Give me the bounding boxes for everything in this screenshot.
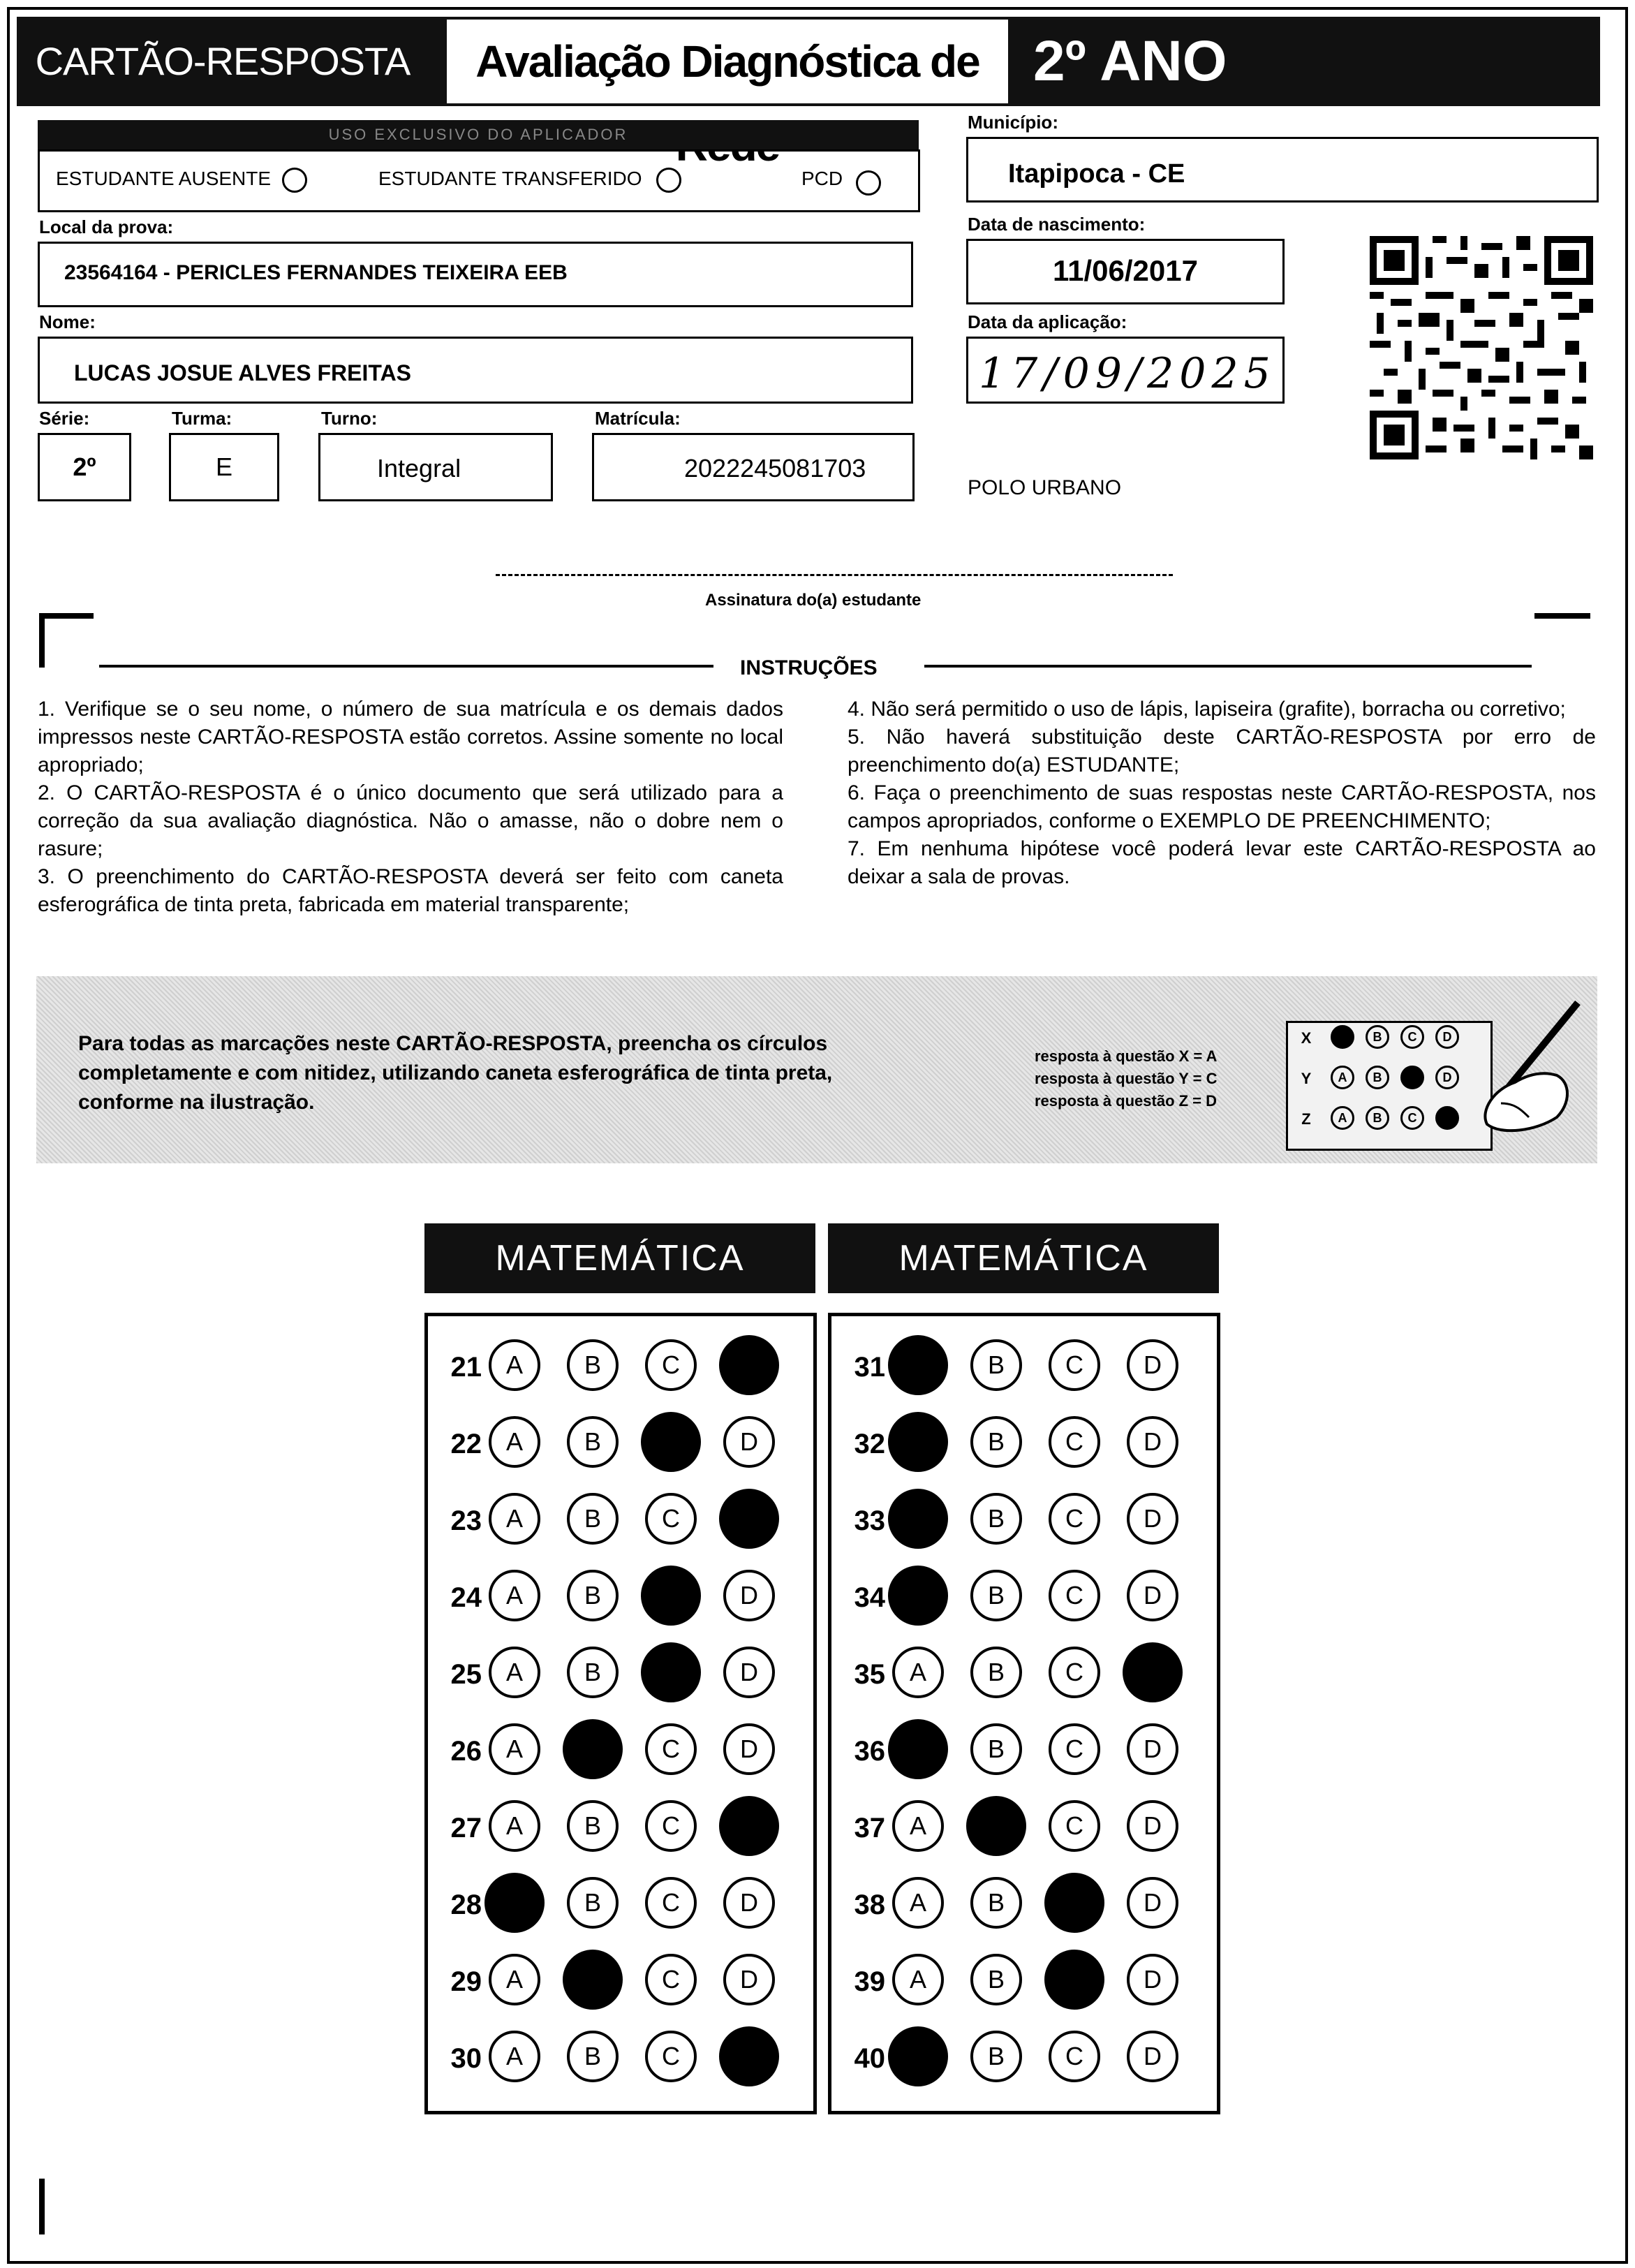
answer-bubble-c[interactable]: C [1049, 1647, 1100, 1698]
matricula-value: 2022245081703 [684, 454, 866, 483]
answer-bubble-c[interactable]: C [645, 1877, 697, 1929]
answer-bubble-a[interactable] [888, 2026, 948, 2086]
answer-bubble-b[interactable]: B [970, 1723, 1022, 1775]
example-bubble [1435, 1106, 1459, 1130]
pcd-label: PCD [801, 168, 843, 189]
instruction-6: 6. Faça o preenchimento de suas respostas neste CARTÃO-RESPOSTA, nos campos apropriados, conforme o EXEMPLO DE PREENCHIMENTO; [848, 781, 1596, 832]
example-bubble: B [1366, 1025, 1389, 1049]
answer-bubble-a[interactable]: A [489, 1723, 540, 1775]
example-bubble: A [1331, 1066, 1354, 1089]
example-instruction: Para todas as marcações neste CARTÃO-RESPOSTA, preencha os círculos completamente e com nitidez, utilizando caneta esferográfica de tinta preta, conforme na ilustração. [78, 1032, 833, 1114]
answer-bubble-a[interactable]: A [489, 1570, 540, 1621]
answer-bubble-c[interactable]: C [645, 2031, 697, 2082]
answer-bubble-a[interactable]: A [489, 1800, 540, 1852]
question-number: 37 [854, 1813, 885, 1843]
ausente-checkbox[interactable] [282, 168, 307, 193]
matricula-label: Matrícula: [595, 408, 681, 429]
question-number: 27 [450, 1813, 482, 1843]
answer-bubble-b[interactable]: B [970, 1570, 1022, 1621]
answer-bubble-b[interactable]: B [567, 1877, 619, 1929]
polo-text: POLO URBANO [968, 476, 1122, 499]
answer-bubble-c[interactable] [641, 1642, 701, 1702]
section-header: MATEMÁTICA [424, 1223, 815, 1293]
answer-bubble-a[interactable] [888, 1412, 948, 1472]
answer-bubble-d[interactable]: D [723, 1723, 775, 1775]
answer-bubble-a[interactable]: A [489, 1339, 540, 1391]
question-number: 29 [450, 1966, 482, 1997]
example-label-y: resposta à questão Y = C [1035, 1070, 1218, 1087]
answer-bubble-b[interactable] [966, 1796, 1026, 1856]
uso-exclusivo-header: USO EXCLUSIVO DO APLICADOR [38, 120, 919, 149]
example-bubble: D [1435, 1066, 1459, 1089]
answer-bubble-c[interactable]: C [645, 1493, 697, 1545]
example-question-label: Y [1301, 1070, 1312, 1087]
answer-bubble-c[interactable]: C [1049, 1570, 1100, 1621]
section-header: MATEMÁTICA [828, 1223, 1219, 1293]
example-question-label: Z [1301, 1110, 1311, 1128]
answer-bubble-d[interactable]: D [1127, 1877, 1178, 1929]
answer-bubble-a[interactable] [888, 1719, 948, 1779]
municipio-label: Município: [968, 112, 1058, 133]
example-bubble: B [1366, 1066, 1389, 1089]
answer-bubble-d[interactable] [719, 1489, 779, 1549]
pcd-checkbox[interactable] [856, 170, 881, 196]
instruction-2: 2. O CARTÃO-RESPOSTA é o único documento que será utilizado para a correção da sua avaliação diagnóstica. Não o amasse, não o dobre nem o rasure; [38, 781, 783, 860]
turma-label: Turma: [172, 408, 232, 429]
nascimento-label: Data de nascimento: [968, 214, 1146, 235]
turma-value: E [215, 452, 232, 481]
turno-value: Integral [377, 454, 461, 483]
answer-bubble-a[interactable]: A [489, 1954, 540, 2005]
answer-bubble-c[interactable]: C [1049, 1723, 1100, 1775]
answer-bubble-d[interactable]: D [1127, 1800, 1178, 1852]
example-label-x: resposta à questão X = A [1035, 1047, 1218, 1065]
local-label: Local da prova: [39, 216, 174, 237]
municipio-value: Itapipoca - CE [1008, 159, 1185, 189]
question-number: 31 [854, 1352, 885, 1383]
corner-mark-top-left [38, 612, 94, 668]
answer-bubble-b[interactable] [563, 1719, 623, 1779]
transferido-checkbox[interactable] [656, 168, 681, 193]
answer-bubble-d[interactable]: D [1127, 1723, 1178, 1775]
answer-bubble-d[interactable] [1123, 1642, 1183, 1702]
answer-bubble-c[interactable] [641, 1412, 701, 1472]
answer-bubble-d[interactable]: D [723, 1570, 775, 1621]
question-number: 24 [450, 1582, 482, 1613]
instruction-5: 5. Não haverá substituição deste CARTÃO-RESPOSTA por erro de preenchimento do(a) ESTUDANTE; [848, 726, 1596, 776]
answer-bubble-d[interactable]: D [1127, 1570, 1178, 1621]
nome-label: Nome: [39, 311, 96, 332]
answer-bubble-d[interactable]: D [1127, 1339, 1178, 1391]
example-label-z: resposta à questão Z = D [1035, 1092, 1218, 1110]
answer-bubble-c[interactable]: C [645, 1339, 697, 1391]
question-number: 36 [854, 1736, 885, 1767]
question-number: 35 [854, 1659, 885, 1690]
question-number: 21 [450, 1352, 482, 1383]
corner-mark-bottom-left [38, 2179, 94, 2234]
answer-bubble-b[interactable]: B [970, 2031, 1022, 2082]
question-number: 30 [450, 2043, 482, 2074]
answer-bubble-a[interactable]: A [489, 1493, 540, 1545]
answer-bubble-a[interactable] [888, 1566, 948, 1626]
answer-bubble-a[interactable] [484, 1873, 545, 1933]
answer-bubble-d[interactable] [719, 1796, 779, 1856]
example-grid [1286, 1021, 1493, 1151]
answer-bubble-b[interactable]: B [970, 1339, 1022, 1391]
answer-bubble-c[interactable]: C [1049, 2031, 1100, 2082]
answer-bubble-d[interactable] [719, 1335, 779, 1395]
turno-label: Turno: [321, 408, 378, 429]
answer-bubble-a[interactable]: A [489, 1416, 540, 1468]
answer-bubble-d[interactable]: D [723, 1877, 775, 1929]
instructions-title: INSTRUÇÕES [740, 656, 878, 679]
answer-bubble-b[interactable]: B [567, 1493, 619, 1545]
evaluation-title: Avaliação Diagnóstica de [447, 20, 1008, 103]
answer-bubble-b[interactable]: B [567, 2031, 619, 2082]
answer-bubble-d[interactable]: D [723, 1416, 775, 1468]
question-number: 26 [450, 1736, 482, 1767]
answer-bubble-d[interactable]: D [723, 1954, 775, 2005]
corner-mark-top-right [1534, 612, 1590, 668]
question-number: 32 [854, 1429, 885, 1459]
ausente-label: ESTUDANTE AUSENTE [56, 168, 272, 189]
nascimento-value: 11/06/2017 [1053, 254, 1198, 287]
instructions-rule-left [99, 665, 713, 668]
answer-bubble-b[interactable] [563, 1950, 623, 2010]
answer-bubble-d[interactable]: D [1127, 1954, 1178, 2005]
answer-bubble-a[interactable]: A [892, 1800, 944, 1852]
example-bubble: C [1400, 1025, 1424, 1049]
question-number: 25 [450, 1659, 482, 1690]
instruction-4: 4. Não será permitido o uso de lápis, lapiseira (grafite), borracha ou corretivo; [848, 698, 1566, 721]
aplicacao-handwritten: 17/09/2025 [979, 349, 1276, 398]
answer-bubble-a[interactable]: A [489, 2031, 540, 2082]
answer-bubble-b[interactable]: B [970, 1416, 1022, 1468]
example-bubble [1400, 1066, 1424, 1089]
answer-bubble-d[interactable]: D [1127, 1493, 1178, 1545]
answer-bubble-a[interactable]: A [892, 1877, 944, 1929]
answer-bubble-b[interactable]: B [970, 1647, 1022, 1698]
instruction-3: 3. O preenchimento do CARTÃO-RESPOSTA deverá ser feito com caneta esferográfica de tinta preta, fabricada em material transparente; [38, 865, 783, 916]
signature-label: Assinatura do(a) estudante [705, 591, 922, 610]
answer-bubble-b[interactable]: B [567, 1800, 619, 1852]
doc-type-title: CARTÃO-RESPOSTA [35, 39, 410, 83]
answer-bubble-b[interactable]: B [970, 1877, 1022, 1929]
answer-bubble-c[interactable]: C [645, 1800, 697, 1852]
answer-bubble-c[interactable]: C [1049, 1800, 1100, 1852]
answer-bubble-b[interactable]: B [970, 1493, 1022, 1545]
answer-bubble-d[interactable]: D [1127, 1416, 1178, 1468]
example-bubble: B [1366, 1106, 1389, 1130]
answer-bubble-c[interactable]: C [1049, 1339, 1100, 1391]
example-bubble: A [1331, 1106, 1354, 1130]
answer-bubble-a[interactable] [888, 1489, 948, 1549]
answer-bubble-d[interactable]: D [723, 1647, 775, 1698]
answer-bubble-c[interactable]: C [645, 1954, 697, 2005]
example-bubble [1331, 1025, 1354, 1049]
answer-bubble-b[interactable]: B [567, 1570, 619, 1621]
question-number: 22 [450, 1429, 482, 1459]
aplicacao-label: Data da aplicação: [968, 311, 1127, 332]
corner-mark-bottom-right [1534, 2179, 1590, 2234]
answer-bubble-b[interactable]: B [567, 1647, 619, 1698]
signature-line[interactable] [496, 574, 1173, 576]
serie-value: 2º [73, 452, 96, 481]
answer-bubble-c[interactable]: C [1049, 1493, 1100, 1545]
answer-bubble-a[interactable]: A [892, 1954, 944, 2005]
instruction-7: 7. Em nenhuma hipótese você poderá levar este CARTÃO-RESPOSTA ao deixar a sala de provas. [848, 837, 1596, 888]
answer-bubble-d[interactable] [719, 2026, 779, 2086]
instructions-right-column [848, 695, 1596, 891]
question-number: 28 [450, 1890, 482, 1920]
question-number: 38 [854, 1890, 885, 1920]
answer-bubble-c[interactable] [1044, 1873, 1104, 1933]
answer-bubble-c[interactable]: C [1049, 1416, 1100, 1468]
transferido-label: ESTUDANTE TRANSFERIDO [378, 168, 642, 189]
answer-bubble-d[interactable]: D [1127, 2031, 1178, 2082]
instructions-rule-right [924, 665, 1532, 668]
serie-label: Série: [39, 408, 90, 429]
hand-pen-icon [1473, 999, 1585, 1138]
question-number: 40 [854, 2043, 885, 2074]
answer-bubble-c[interactable]: C [645, 1723, 697, 1775]
example-question-label: X [1301, 1029, 1312, 1047]
answer-bubble-b[interactable]: B [567, 1416, 619, 1468]
answer-bubble-b[interactable]: B [970, 1954, 1022, 2005]
instructions-left-column [38, 695, 783, 919]
example-bubble: C [1400, 1106, 1424, 1130]
answer-bubble-a[interactable]: A [892, 1647, 944, 1698]
instruction-1: 1. Verifique se o seu nome, o número de sua matrícula e os demais dados impressos neste CARTÃO-RESPOSTA estão corretos. Assine somente no local apropriado; [38, 698, 783, 776]
question-number: 23 [450, 1505, 482, 1536]
answer-bubble-c[interactable] [1044, 1950, 1104, 2010]
qr-code [1370, 236, 1593, 459]
question-number: 33 [854, 1505, 885, 1536]
answer-bubble-a[interactable]: A [489, 1647, 540, 1698]
answer-bubble-b[interactable]: B [567, 1339, 619, 1391]
answer-bubble-c[interactable] [641, 1566, 701, 1626]
question-number: 39 [854, 1966, 885, 1997]
local-value: 23564164 - PERICLES FERNANDES TEIXEIRA EEB [64, 261, 568, 284]
grade-year: 2º ANO [1033, 29, 1227, 93]
question-number: 34 [854, 1582, 885, 1613]
nome-value: LUCAS JOSUE ALVES FREITAS [74, 360, 412, 385]
answer-bubble-a[interactable] [888, 1335, 948, 1395]
example-bubble: D [1435, 1025, 1459, 1049]
